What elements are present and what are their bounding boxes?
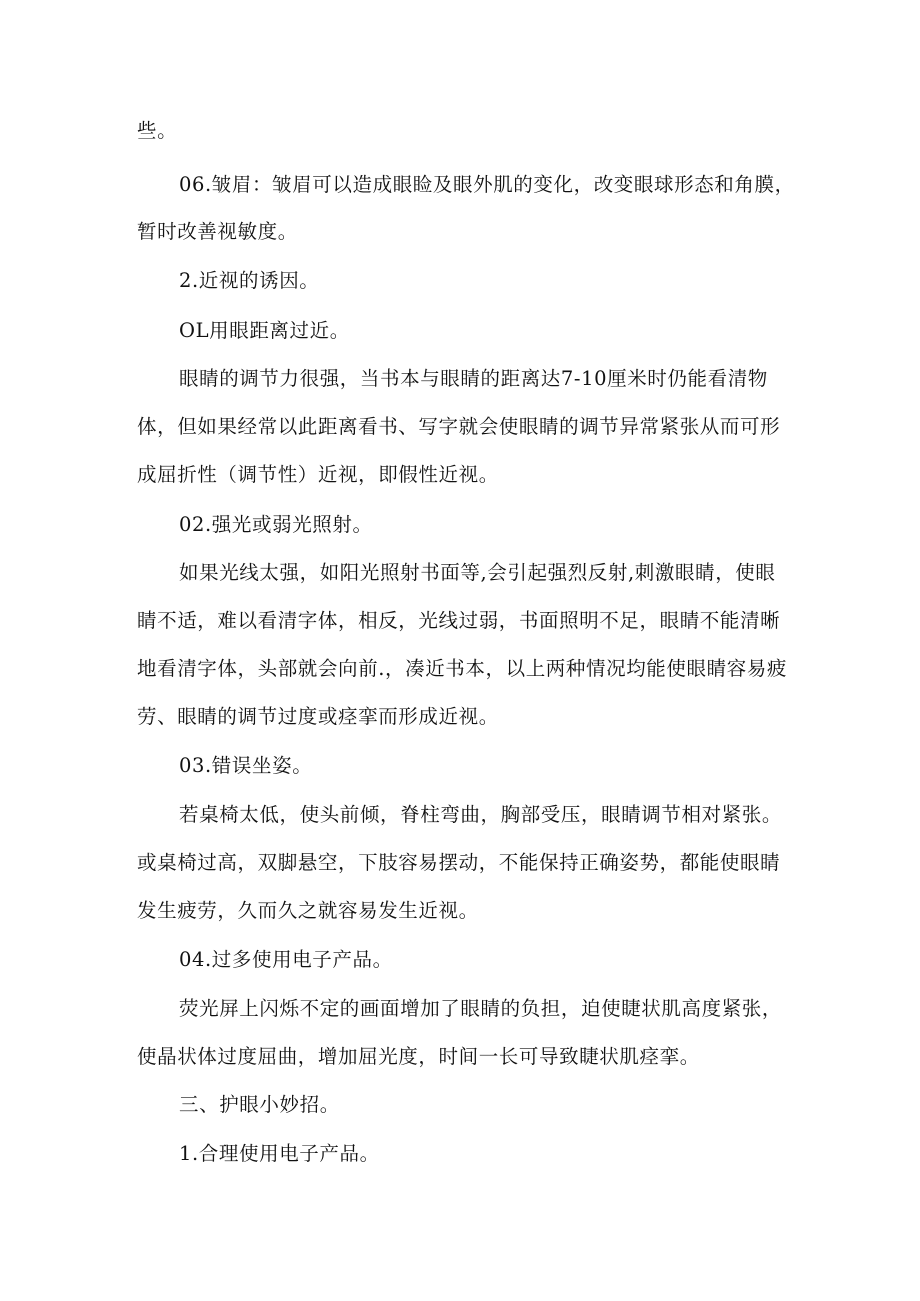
text-line: 暂时改善视敏度。 [137, 220, 298, 243]
paragraph-line: 若桌椅太低，使头前倾，脊柱弯曲，胸部受压，眼睛调节相对紧张。 [179, 803, 783, 826]
section-item-heading: 1.合理使用电子产品。 [179, 1142, 380, 1165]
text-line: 些。 [137, 119, 178, 142]
section-item-heading: 04.过多使用电子产品。 [179, 948, 393, 971]
section-heading: 三、护眼小妙招。 [179, 1093, 340, 1116]
paragraph-line: 体，但如果经常以此距离看书、写字就会使眼睛的调节异常紧张从而可形 [137, 415, 781, 438]
section-heading: 2.近视的诱因。 [179, 269, 320, 292]
section-item-heading: 02.强光或弱光照射。 [179, 513, 373, 536]
section-item-heading: 03.错误坐姿。 [179, 754, 313, 777]
section-item-heading: 06.皱眉：皱眉可以造成眼睑及眼外肌的变化，改变眼球形态和角膜， [179, 173, 795, 196]
paragraph-line: 使晶状体过度屈曲，增加屈光度，时间一长可导致睫状肌痉挛。 [137, 1045, 700, 1068]
paragraph-line: 发生疲劳，久而久之就容易发生近视。 [137, 899, 479, 922]
paragraph-line: 成屈折性（调节性）近视，即假性近视。 [137, 463, 499, 486]
paragraph-line: 地看清字体，头部就会向前.，凑近书本，以上两种情况均能使眼睛容易疲 [137, 657, 787, 680]
paragraph-line: 劳、眼睛的调节过度或痉挛而形成近视。 [137, 705, 499, 728]
paragraph-line: 睛不适，难以看清字体，相反，光线过弱，书面照明不足，眼睛不能清晰 [137, 609, 781, 632]
paragraph-line: 眼睛的调节力很强，当书本与眼睛的距离达7-10厘米时仍能看清物 [179, 367, 768, 390]
paragraph-line: 如果光线太强，如阳光照射书面等,会引起强烈反射,刺激眼睛，使眼 [179, 561, 776, 584]
section-item-heading: OL用眼距离过近。 [179, 319, 350, 342]
paragraph-line: 荧光屏上闪烁不定的画面增加了眼睛的负担，迫使睫状肌高度紧张， [179, 997, 783, 1020]
paragraph-line: 或桌椅过高，双脚悬空，下肢容易摆动，不能保持正确姿势，都能使眼睛 [137, 851, 781, 874]
